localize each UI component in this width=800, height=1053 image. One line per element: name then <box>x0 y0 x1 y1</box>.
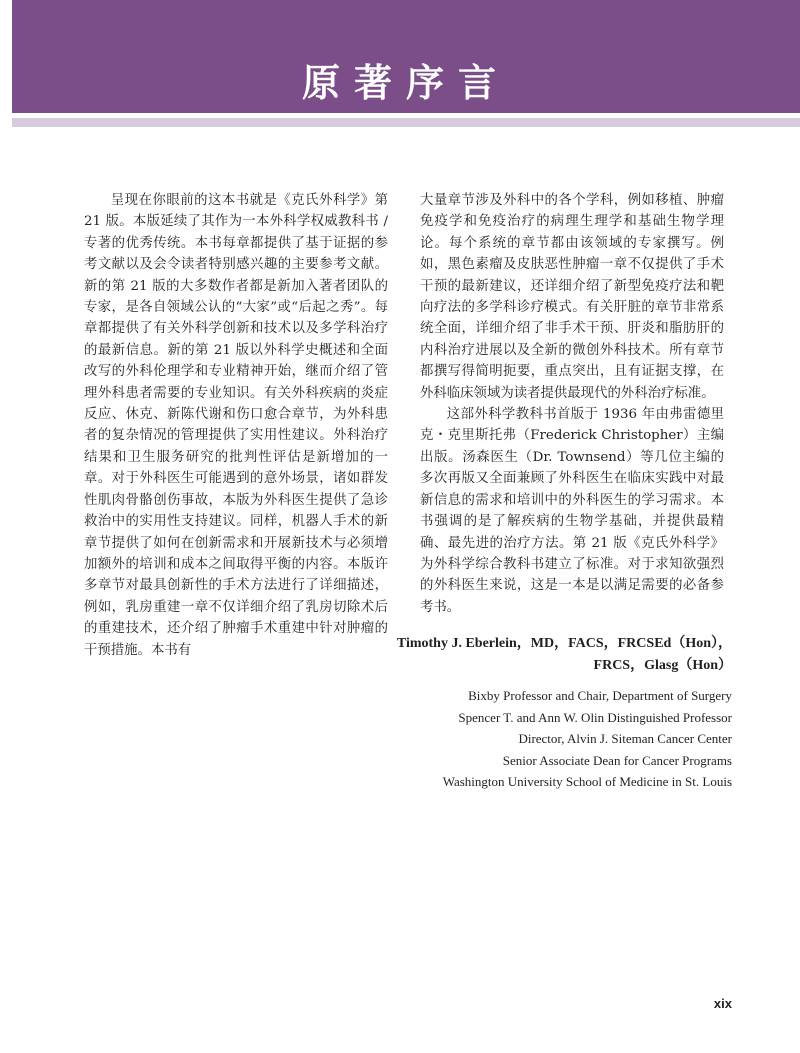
intro-paragraph: 呈现在你眼前的这本书就是《克氏外科学》第 21 版。本版延续了其作为一本外科学权威教科书 / 专著的优秀传统。本书每章都提供了基于证据的参考文献以及会令读者特别感兴趣的主要参考文献。新的第 21 版的大多数作者都是新加入著者团队的专家，是各自领域公认的“大家”或“后起之秀”。每章都提供了有关外科学创新和技术以及多学科治疗的最新信息。新的第 21 版以外科学史概述和全面改写的外科伦理学和专业精神开始，继而介绍了管理外科患者需要的专业知识。有关外科疾病的炎症反应、休克、新陈代谢和伤口愈合章节，为外科患者的复杂情况的管理提供了实用性建议。外科治疗结果和卫生服务研究的批判性评估是新增加的一章。对于外科医生可能遇到的意外场景，诸如群发性肌肉骨骼创伤事故，本版为外科医生提供了急诊救治中的实用性支持建议。同样，机器人手术的新章节提供了如何在创新需求和开展新技术与必须增加额外的培训和成本之间取得平衡的内容。本版许多章节对最具创新性的手术方法进行了详细描述，例如，乳房重建一章不仅详细介绍了乳房切除术后的重建技术，还介绍了肿瘤手术重建中针对肿瘤的干预措施。本书有 <box>84 193 388 658</box>
signature-block <box>397 633 732 793</box>
author-name: Timothy J. Eberlein，MD，FACS，FRCSEd（Hon）， <box>396 636 732 651</box>
author-affiliations <box>397 685 732 793</box>
affiliation-line: Bixby Professor and Chair, Department of Surgery <box>468 688 732 703</box>
affiliation-line: Senior Associate Dean for Cancer Programs <box>502 752 732 768</box>
affiliation-line: Spencer T. and Ann W. Olin Distinguished Professor <box>458 709 732 725</box>
continued-paragraph: 大量章节涉及外科中的各个学科，例如移植、肿瘤免疫学和免疫治疗的病理生理学和基础生物学理论。每个系统的章节都由该领域的专家撰写。例如，黑色素瘤及皮肤恶性肿瘤一章不仅提供了手术干预的最新建议，还详细介绍了新型免疫疗法和靶向疗法的多学科诊疗模式。有关肝脏的章节非常系统全面，详细介绍了非手术干预、肝炎和脂肪肝的内科治疗进展以及全新的微创外科技术。所有章节都撰写得简明扼要，重点突出，且有证据支撑，在外科临床领域为读者提供最现代的外科治疗标准。 <box>420 193 724 401</box>
author-credentials: FRCS，Glasg（Hon） <box>593 658 732 673</box>
page-title: 原著序言 <box>301 60 510 105</box>
header-divider <box>12 118 800 127</box>
page-number: xix <box>713 996 732 1011</box>
affiliation-line: Washington University School of Medicine in St. Louis <box>442 774 732 789</box>
left-column <box>84 190 388 661</box>
history-paragraph: 这部外科学教科书首版于 1936 年由弗雷德里克・克里斯托弗（Frederick Christopher）主编出版。汤森医生（Dr. Townsend）等几位主编的多次再版又全面兼顾了外科医生在临床实践中对最新信息的需求和培训中的外科医生的学习需求。本书强调的是了解疾病的生物学基础，并提供最精确、最先进的治疗方法。第 21 版《克氏外科学》为外科学综合教科书建立了标准。对于求知欲强烈的外科医生来说，这是一本是以满足需要的必备参考书。 <box>420 407 724 615</box>
header-band <box>12 0 800 113</box>
right-column <box>420 190 724 618</box>
affiliation-line: Director, Alvin J. Siteman Cancer Center <box>518 731 732 746</box>
